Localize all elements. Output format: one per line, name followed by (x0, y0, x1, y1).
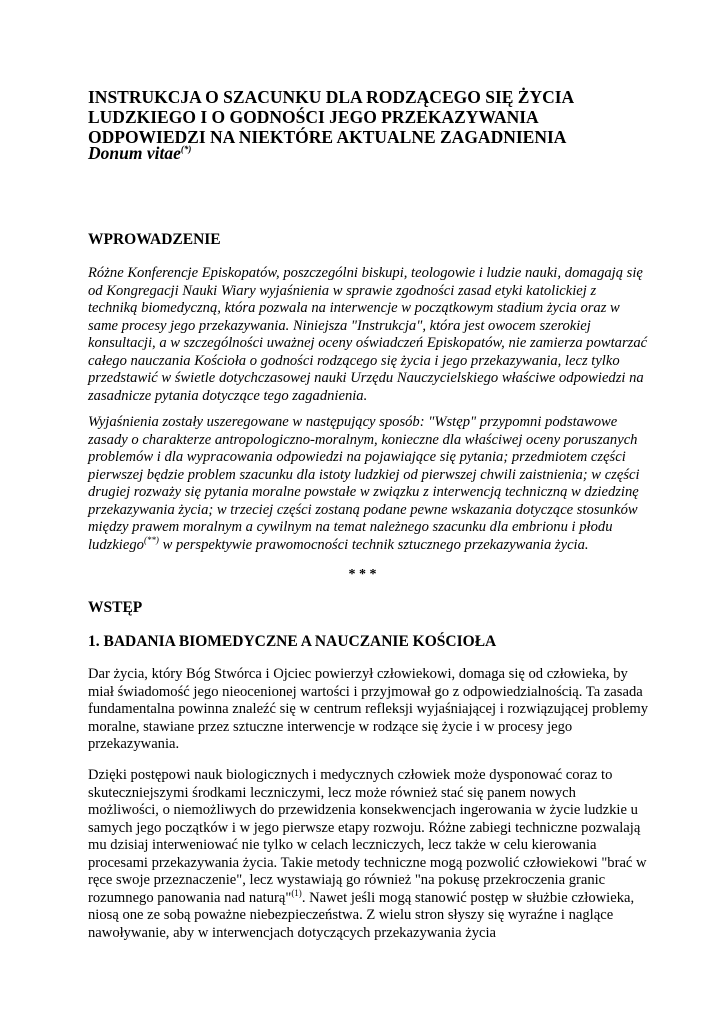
subsection-heading: 1. BADANIA BIOMEDYCZNE A NAUCZANIE KOŚCIOŁA (88, 633, 497, 650)
document-title: INSTRUKCJA O SZACUNKU DLA RODZĄCEGO SIĘ ŻYCIA LUDZKIEGO I O GODNOŚCI JEGO PRZEKAZYWANIA ODPOWIEDZI NA NIEKTÓRE AKTUALNE ZAGADNIENIA (88, 87, 574, 147)
body-p2-text-end: . Nawet jeśli mogą stanowić postęp w służbie człowieka, niosą one ze sobą poważne niebezpieczeństwa. Z wielu stron słyszy się wyraźne i naglące nawoływanie, aby w interwencjach dotyczących przekazywania życia (88, 889, 635, 941)
body-paragraph-1: Dar życia, który Bóg Stwórca i Ojciec powierzył człowiekowi, domaga się od człowieka, by miał świadomość jego nieocenionej wartości i przyjmował go z odpowiedzialnością. Ta zasada fundamentalna powinna znaleźć się w centrum refleksji wyjaśniającej i rozwiązującej problemy moralne, stawiane przez sztuczne interwencje w rodzące się życie i w procesy jego przekazywania. (88, 666, 648, 752)
body-p2-footnote-ref[interactable]: (1) (291, 887, 302, 898)
section-separator: * * * (348, 567, 377, 582)
intro-p2-text-end: w perspektywie prawomocności technik sztucznego przekazywania życia. (158, 536, 589, 553)
subtitle-text: Donum vitae (88, 143, 181, 163)
document-subtitle (88, 143, 648, 163)
subtitle-footnote-ref[interactable]: (*) (180, 144, 192, 155)
body-paragraph-2 (88, 767, 648, 942)
section-heading: WSTĘP (88, 599, 143, 616)
intro-p2-text: Wyjaśnienia zostały uszeregowane w następujący sposób: "Wstęp" przypomni podstawowe zasady o charakterze antropologiczno-moralnym, konieczne dla właściwej oceny poruszanych problemów i dla wypracowania odpowiedzi na pojawiające się pytania; przedmiotem części pierwszej będzie problem szacunku dla istoty ludzkiej od pierwszej chwili zaistnienia; w części drugiej rozważy się pytania moralne powstałe w związku z interwencją techniczną w dziedzinę przekazywania życia; w trzeciej części zostaną podane pewne wskazania dotyczące stosunków między prawem moralnym a cywilnym na temat należnego szacunku dla embrionu i płodu ludzkiego (88, 414, 640, 553)
body-p2-text: Dzięki postępowi nauk biologicznych i medycznych człowiek może dysponować coraz to skuteczniejszymi środkami leczniczymi, lecz może również stać się panem nowych możliwości, o niemożliwych do przewidzenia konsekwencjach ingerowania w życie ludzkie u samych jego początków i w jego pierwsze etapy rozwoju. Różne zabiegi techniczne pozwalają mu dzisiaj interweniować nie tylko w celach leczniczych, lecz także w celu kierowania procesami przekazywania życia. Takie metody techniczne mogą pozwolić człowiekowi "brać w ręce swoje przeznaczenie", lecz wystawiają go również "na pokusę przekroczenia granic rozumnego panowania nad naturą" (88, 767, 647, 906)
intro-heading: WPROWADZENIE (88, 231, 221, 248)
intro-paragraph-1: Różne Konferencje Episkopatów, poszczególni biskupi, teologowie i ludzie nauki, domagają się od Kongregacji Nauki Wiary wyjaśnienia w sprawie zgodności zasad etyki katolickiej z techniką biomedyczną, która pozwala na interwencje w początkowym stadium życia oraz w same procesy jego przekazywania. Niniejsza "Instrukcja", która jest owocem szerokiej konsultacji, a w szczególności uważnej oceny oświadczeń Episkopatów, nie zamierza powtarzać całego nauczania Kościoła o godności rodzącego się życia i jego przekazywania, lecz tylko przedstawić w świetle dotychczasowej nauki Urzędu Nauczycielskiego właściwe odpowiedzi na zasadnicze pytania dotyczące tego zagadnienia. (88, 265, 648, 404)
intro-p2-footnote-ref[interactable]: (**) (143, 534, 159, 545)
intro-paragraph-2 (88, 414, 648, 554)
